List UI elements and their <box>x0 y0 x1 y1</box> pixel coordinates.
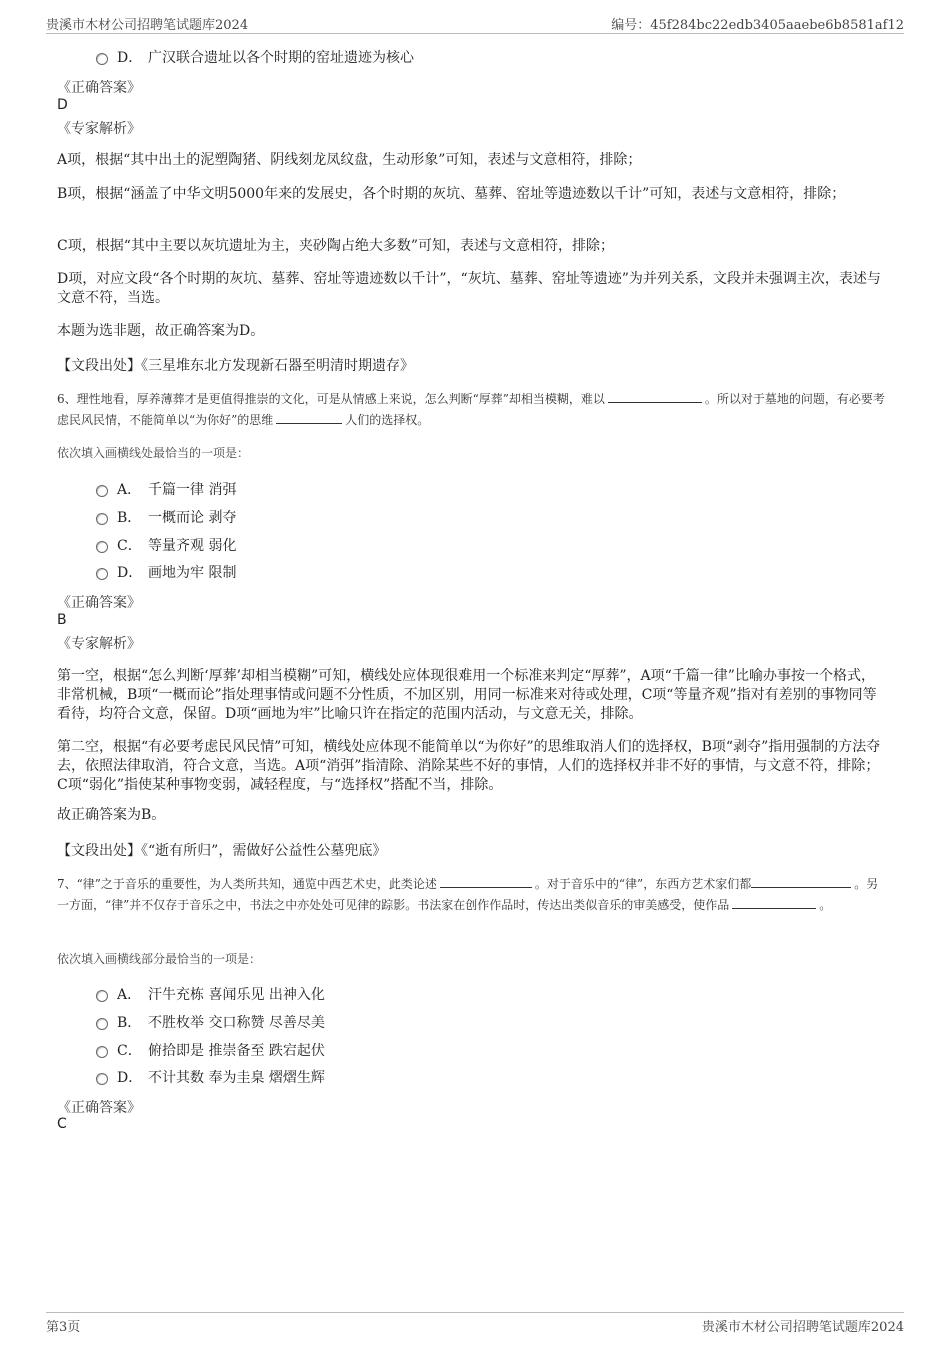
q6-conclusion: 故正确答案为B。 <box>57 807 166 823</box>
q7-answer: C <box>57 1116 67 1132</box>
q6-analysis-label: 《专家解析》 <box>57 636 141 652</box>
q7-stem-part-3: 。另一方面，“律”并不仅存于音乐之中，书法之中亦处处可见律的踪影。书法家在创作作品时，传达出类似音乐的审美感受，使作品 <box>57 877 879 912</box>
q6-blank-2 <box>276 413 342 424</box>
footer-title: 贵溪市木材公司招聘笔试题库2024 <box>701 1320 904 1335</box>
q7-correct-label: 《正确答案》 <box>57 1100 141 1116</box>
radio-icon[interactable] <box>96 541 108 553</box>
q5-analysis-c: C项，根据“其中主要以灰坑遗址为主，夹砂陶占绝大多数”可知，表述与文意相符，排除； <box>57 238 615 254</box>
q6-prompt: 依次填入画横线处最恰当的一项是： <box>57 446 250 460</box>
q5-analysis-d: D项，对应文段“各个时期的灰坑、墓葬、窑址等遗迹数以千计”，“灰坑、墓葬、窑址等遗迹”为并列关系，文段并未强调主次，表述与文意不符，当选。 <box>57 271 881 306</box>
q7-blank-2 <box>751 877 851 888</box>
header-title: 贵溪市木材公司招聘笔试题库2024 <box>46 18 249 33</box>
radio-icon[interactable] <box>96 1046 108 1058</box>
option-letter: A． <box>117 987 142 1003</box>
q5-source: 【文段出处】《三星堆东北方发现新石器至明清时期遗存》 <box>57 358 414 374</box>
option-text: 不计其数 奉为圭臬 熠熠生辉 <box>148 1070 325 1086</box>
q6-analysis-2: 第二空，根据“有必要考虑民风民情”可知，横线处应体现不能简单以“为你好”的思维取消人们的选择权，B项“剥夺”指用强制的方法夺去，依照法律取消，符合文意，当选。A项“消弭”指清除、消除某些不好的事情，人们的选择权并非不好的事情，与文意不符，排除；C项“弱化”指使某种事物变弱，减轻程度，与“选择权”搭配不当，排除。 <box>57 739 881 793</box>
option-letter: B． <box>117 1015 142 1031</box>
option-text: 画地为牢 限制 <box>148 565 237 581</box>
option-letter: A． <box>117 482 142 498</box>
option-text: 俯拾即是 推崇备至 跌宕起伏 <box>148 1043 325 1059</box>
header-doc-id: 编号：45f284bc22edb3405aaebe6b8581af12 <box>611 18 904 33</box>
q7-stem-part-1: 7、“律”之于音乐的重要性，为人类所共知，通览中西艺术史，此类论述 <box>57 877 437 891</box>
q5-analysis-a: A项，根据“其中出土的泥塑陶猪、阴线刻龙凤纹盘，生动形象”可知，表述与文意相符，排除； <box>57 152 642 168</box>
option-text: 一概而论 剥夺 <box>148 510 237 526</box>
q7-blank-3 <box>732 898 816 909</box>
option-letter: D． <box>117 565 143 581</box>
option-text: 千篇一律 消弭 <box>148 482 237 498</box>
option-text: 汗牛充栋 喜闻乐见 出神入化 <box>148 987 325 1003</box>
q6-correct-label: 《正确答案》 <box>57 595 141 611</box>
page-footer <box>46 1312 904 1335</box>
radio-icon[interactable] <box>96 53 108 65</box>
q5-correct-label: 《正确答案》 <box>57 80 141 96</box>
q5-answer: D <box>57 97 68 113</box>
page-number: 第3页 <box>46 1320 81 1335</box>
q7-stem-part-2: 。对于音乐中的“律”，东西方艺术家们都 <box>534 877 752 891</box>
radio-icon[interactable] <box>96 568 108 580</box>
q6-analysis-1: 第一空，根据“怎么判断‘厚葬’却相当模糊”可知，横线处应体现很难用一个标准来判定“厚葬”，A项“千篇一律”比喻办事按一个格式，非常机械，B项“一概而论”指处理事情或问题不分性质，不加区别，用同一标准来对待或处理，C项“等量齐观”指对有差别的事物同等看待，均符合文意，保留。D项“画地为牢”比喻只许在指定的范围内活动，与文意无关，排除。 <box>57 668 877 722</box>
option-letter: C． <box>117 538 142 554</box>
q5-analysis-label: 《专家解析》 <box>57 121 141 137</box>
radio-icon[interactable] <box>96 990 108 1002</box>
option-text: 广汉联合遗址以各个时期的窑址遗迹为核心 <box>148 50 414 66</box>
page-header <box>46 13 904 34</box>
q6-answer: B <box>57 612 67 628</box>
q7-stem <box>57 874 889 916</box>
radio-icon[interactable] <box>96 485 108 497</box>
q5-conclusion: 本题为选非题，故正确答案为D。 <box>57 323 265 339</box>
q7-stem-part-4: 。 <box>819 898 832 912</box>
q6-stem-part-3: 人们的选择权。 <box>345 413 430 427</box>
q6-stem-part-1: 6、理性地看，厚养薄葬才是更值得推崇的文化，可是从情感上来说，怎么判断“厚葬”却相当模糊，难以 <box>57 392 605 406</box>
option-text: 不胜枚举 交口称赞 尽善尽美 <box>148 1015 325 1031</box>
q5-analysis-b: B项，根据“涵盖了中华文明5000年来的发展史，各个时期的灰坑、墓葬、窑址等遗迹数以千计”可知，表述与文意相符，排除； <box>57 186 846 202</box>
radio-icon[interactable] <box>96 1018 108 1030</box>
q7-blank-1 <box>440 877 532 888</box>
radio-icon[interactable] <box>96 513 108 525</box>
q6-stem-part-2: 。所以对于墓地的问题，有必要考虑民风民情，不能简单以“为你好”的思维 <box>57 392 885 427</box>
option-letter: D． <box>117 1070 143 1086</box>
option-text: 等量齐观 弱化 <box>148 538 237 554</box>
q6-source: 【文段出处】《“逝有所归”，需做好公益性公墓兜底》 <box>57 843 387 859</box>
q6-stem <box>57 389 889 431</box>
radio-icon[interactable] <box>96 1073 108 1085</box>
q6-blank-1 <box>608 392 702 403</box>
option-letter: B． <box>117 510 142 526</box>
q7-prompt: 依次填入画横线部分最恰当的一项是： <box>57 952 262 966</box>
option-letter: D． <box>117 50 143 66</box>
option-letter: C． <box>117 1043 142 1059</box>
